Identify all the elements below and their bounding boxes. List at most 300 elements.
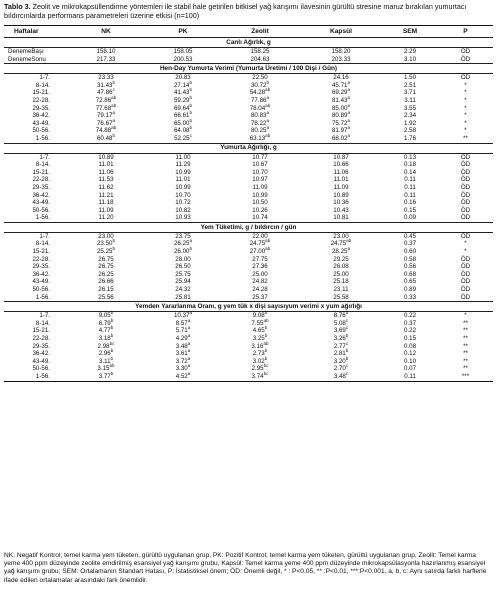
cell-value: 8-14.: [35, 240, 50, 248]
table-row: [4, 199, 493, 207]
cell-week: [4, 335, 66, 343]
cell-pk: [146, 312, 220, 320]
cell-pk: [146, 286, 220, 294]
cell-pk: [146, 154, 220, 162]
cell-value: ÖD: [460, 199, 471, 207]
cell-value: *: [464, 127, 467, 135]
significance-letter: b: [345, 310, 349, 316]
cell-nk: [66, 176, 146, 184]
cell-value: 26.25: [98, 270, 114, 278]
section-title: Canlı Ağırlık, g: [226, 38, 271, 46]
cell-value: 0.14: [403, 168, 417, 176]
cell-value: 26.00: [173, 248, 190, 256]
significance-letter: ab: [263, 340, 269, 346]
cell-value: *: [464, 119, 467, 127]
cell-nk: [66, 248, 146, 256]
cell-nk: [66, 184, 146, 192]
cell-p: [438, 207, 493, 215]
significance-letter: bc: [263, 370, 269, 376]
cell-sem: [382, 248, 438, 256]
cell-kapsul: [300, 327, 382, 335]
table-row: [4, 256, 493, 264]
cell-value: 15-21.: [32, 89, 50, 97]
cell-kapsul: [300, 192, 382, 200]
cell-zeolit: [220, 278, 300, 286]
cell-value: ÖD: [460, 55, 471, 63]
cell-value: 15-21.: [32, 327, 50, 335]
cell-value: 31.43: [96, 81, 113, 89]
cell-value: 10.43: [333, 206, 349, 214]
cell-p: [438, 335, 493, 343]
cell-kapsul: [300, 286, 382, 294]
significance-letter: ab: [111, 125, 117, 131]
cell-zeolit: [220, 332, 300, 343]
cell-p: [438, 184, 493, 192]
cell-value: ÖD: [460, 278, 471, 286]
cell-p: [438, 176, 493, 184]
cell-value: 3.20: [333, 357, 346, 365]
cell-value: 47.86: [97, 89, 113, 97]
cell-value: ÖD: [460, 214, 471, 222]
cell-pk: [146, 365, 220, 373]
cell-kapsul: [300, 263, 382, 271]
significance-letter: b: [112, 238, 116, 244]
cell-nk: [66, 312, 146, 320]
cell-value: 8-14.: [35, 319, 50, 327]
section-title: Hen-Day Yumurta Verimi (Yumurta Üretimi / 100 Dişi / Gün): [159, 64, 338, 72]
cell-week: [4, 263, 66, 271]
significance-letter: a: [347, 87, 351, 93]
table-row: [4, 350, 493, 358]
cell-value: 3.16: [251, 342, 264, 350]
significance-letter: c: [345, 363, 349, 369]
cell-value: 203.33: [331, 55, 351, 63]
cell-value: 78.22: [250, 119, 267, 127]
cell-value: 0.65: [403, 278, 417, 286]
cell-value: 11.53: [98, 176, 114, 184]
cell-value: 1-56.: [35, 134, 50, 142]
cell-value: 26.15: [98, 286, 114, 294]
significance-letter: b: [110, 370, 114, 376]
cell-zeolit: [220, 327, 300, 335]
cell-value: 66.61: [173, 112, 190, 120]
cell-value: 6.79: [98, 319, 111, 327]
cell-value: *: [464, 89, 467, 97]
table-row: [4, 278, 493, 286]
cell-value: 0.11: [404, 176, 416, 184]
cell-value: 200.53: [173, 55, 193, 63]
cell-value: 23.75: [175, 232, 191, 240]
cell-value: 0.37: [403, 240, 417, 248]
cell-kapsul: [300, 370, 382, 381]
cell-nk: [66, 94, 146, 105]
cell-week: [4, 365, 66, 373]
cell-value: 10.70: [252, 168, 268, 176]
cell-value: 3.26: [333, 335, 346, 342]
cell-sem: [382, 240, 438, 248]
cell-value: 3.02: [252, 357, 265, 365]
caption-label: Tablo 3.: [4, 2, 31, 11]
cell-value: 10.89: [98, 153, 114, 161]
cell-sem: [382, 312, 438, 320]
cell-value: 29-35.: [32, 342, 50, 350]
cell-week: [4, 248, 66, 256]
cell-nk: [66, 332, 146, 343]
table-row: [4, 192, 493, 200]
cell-value: 10.72: [175, 199, 191, 207]
cell-value: 25.37: [252, 293, 268, 301]
cell-value: 0.08: [403, 342, 417, 350]
significance-letter: b: [110, 325, 114, 331]
significance-letter: c: [189, 132, 192, 138]
cell-kapsul: [300, 350, 382, 358]
cell-value: 1-7.: [39, 74, 50, 82]
cell-value: ÖD: [460, 191, 471, 199]
cell-value: 25.58: [333, 293, 349, 301]
cell-value: 1.76: [403, 134, 417, 142]
cell-value: 10.26: [252, 206, 268, 214]
cell-week: [4, 320, 66, 328]
significance-letter: b: [112, 246, 116, 251]
cell-zeolit: [220, 214, 300, 222]
cell-value: 24.75: [249, 240, 266, 248]
cell-p: [438, 135, 493, 143]
cell-value: *: [464, 104, 467, 112]
cell-value: 10.77: [252, 153, 268, 161]
cell-week: [4, 135, 66, 143]
significance-letter: b: [264, 310, 268, 316]
cell-value: 24.75: [330, 240, 347, 248]
cell-kapsul: [300, 214, 382, 222]
cell-value: 36-42.: [32, 350, 50, 358]
cell-value: 74.88: [95, 127, 112, 135]
cell-week: [4, 294, 66, 302]
significance-letter: b: [189, 125, 193, 131]
cell-nk: [66, 199, 146, 207]
cell-value: 10.89: [333, 191, 349, 199]
cell-week: [4, 278, 66, 286]
cell-value: 25.94: [175, 278, 191, 286]
significance-letter: a: [347, 132, 351, 138]
cell-p: [438, 320, 493, 328]
cell-nk: [66, 278, 146, 286]
cell-value: 60.48: [96, 134, 113, 142]
cell-week: [4, 240, 66, 248]
cell-value: 10.87: [333, 153, 349, 161]
cell-sem: [382, 184, 438, 192]
cell-value: 10.70: [175, 191, 191, 199]
table-row: [4, 89, 493, 97]
table-row: [4, 365, 493, 373]
cell-value: 2.70: [333, 365, 346, 373]
cell-week: [4, 350, 66, 358]
cell-value: 10.99: [175, 168, 191, 176]
cell-nk: [66, 263, 146, 271]
cell-value: 23.11: [333, 286, 349, 294]
cell-value: 0.10: [403, 357, 417, 365]
cell-value: 29.25: [333, 255, 349, 263]
cell-value: 1-56.: [35, 372, 50, 380]
cell-value: 76.67: [96, 119, 113, 127]
cell-value: 25.25: [96, 248, 113, 256]
table-row: [4, 214, 493, 222]
cell-zeolit: [220, 94, 300, 105]
cell-p: [438, 365, 493, 373]
cell-value: 36-42.: [32, 191, 50, 199]
cell-zeolit: [220, 192, 300, 200]
cell-value: 24.28: [252, 286, 268, 294]
cell-value: 25.00: [333, 270, 349, 278]
cell-value: 23.33: [98, 74, 114, 82]
significance-letter: b: [112, 79, 116, 85]
significance-letter: b: [264, 332, 268, 338]
cell-value: 25.75: [175, 270, 191, 278]
significance-letter: ab: [265, 132, 271, 138]
cell-nk: [66, 256, 146, 264]
cell-kapsul: [300, 278, 382, 286]
section-title: Yumurta Ağırlığı, g: [220, 144, 277, 152]
cell-value: 11.00: [175, 153, 191, 161]
cell-pk: [146, 332, 220, 343]
cell-pk: [146, 192, 220, 200]
cell-nk: [66, 192, 146, 200]
cell-value: 25.81: [175, 293, 191, 301]
cell-value: 25.00: [252, 270, 268, 278]
cell-nk: [66, 127, 146, 135]
cell-week: [4, 48, 66, 56]
significance-letter: b: [345, 355, 349, 361]
cell-value: 10.50: [252, 199, 268, 207]
significance-letter: a: [187, 348, 191, 354]
cell-zeolit: [220, 176, 300, 184]
significance-letter: a: [266, 117, 270, 123]
cell-value: 80.25: [250, 127, 267, 135]
significance-letter: ab: [111, 102, 117, 108]
significance-letter: c: [345, 370, 349, 376]
cell-value: 50-56.: [32, 127, 50, 135]
cell-kapsul: [300, 271, 382, 279]
cell-week: [4, 176, 66, 184]
cell-value: 69.29: [331, 89, 348, 97]
significance-letter: bc: [109, 340, 115, 346]
cell-value: 27.36: [252, 263, 268, 271]
cell-value: 22.50: [252, 74, 268, 82]
cell-nk: [66, 161, 146, 169]
cell-nk: [66, 214, 146, 222]
cell-value: 10.74: [252, 214, 268, 222]
header-nk: NK: [101, 27, 111, 35]
cell-p: [438, 74, 493, 82]
cell-value: 10.67: [252, 161, 268, 169]
significance-letter: ab: [265, 102, 271, 108]
cell-pk: [146, 74, 220, 82]
table-footnote: NK: Negatif Kontrol; temel karma yem tüketen, gürültü uygulanan grup, PK: Pozitif Kontrol; temel karma yem tüketen, gürültü uygulanan grup, Zeolit: Temel karma yeme 400 ppm düzeyinde zeolite emdirilmiş esansiyel yağ karışımı grubu, Kapsül: Temel karma yeme 400 ppm düzeyinde mikrokapsülasyonla hazırlanmış esansiyel yağ karışımı grubu; SEM: Ortalamanın Standart Hatası, P: İstatistiksel önem; ÖD: Önemli değil, * : P<0.05, ** :P<0.01, ***:P<0.001, a, b, c: Aynı satırda farklı harflerle ifade edilen ortalamalar arasındaki fark önemlidir.: [4, 552, 487, 584]
header-p: P: [463, 27, 468, 35]
cell-week: [4, 161, 66, 169]
significance-letter: a: [187, 332, 191, 338]
cell-value: 2.73: [252, 350, 265, 358]
cell-value: 3.55: [403, 104, 417, 112]
cell-zeolit: [220, 89, 300, 97]
cell-kapsul: [300, 240, 382, 248]
cell-kapsul: [300, 94, 382, 105]
cell-value: 8-14.: [35, 81, 50, 89]
cell-pk: [146, 240, 220, 248]
cell-value: 1-7.: [39, 232, 50, 240]
cell-value: 26.75: [98, 263, 114, 271]
cell-value: 41.43: [173, 89, 190, 97]
cell-value: ***: [461, 372, 470, 380]
cell-sem: [382, 169, 438, 177]
cell-week: [4, 343, 66, 351]
cell-value: 23.00: [98, 232, 114, 240]
cell-nk: [66, 89, 146, 97]
header-kapsul: Kapsül: [330, 27, 352, 35]
cell-value: 26.66: [98, 278, 114, 286]
significance-letter: b: [345, 332, 349, 338]
cell-week: [4, 89, 66, 97]
cell-zeolit: [220, 370, 300, 381]
significance-letter: c: [345, 317, 349, 323]
cell-zeolit: [220, 132, 300, 143]
cell-kapsul: [300, 48, 382, 56]
cell-value: 24.82: [252, 278, 268, 286]
cell-value: 36-42.: [32, 270, 50, 278]
cell-sem: [382, 286, 438, 294]
significance-letter: bc: [263, 363, 269, 369]
cell-value: **: [463, 335, 468, 342]
caption-text: Zeolit ve mikrokapsüllendirme yöntemleri ile stabil hale getirilen bitkisel yağ karışımı ilavesinin gürültü stresine maruz bırakılan yumurtacı bıldırcınlarda performans parametreleri üzerine etkisi (n=100): [4, 2, 467, 20]
table-row: [4, 271, 493, 279]
cell-kapsul: [300, 89, 382, 97]
cell-value: 11.01: [98, 161, 114, 169]
cell-value: 2.98: [97, 342, 110, 350]
header-zeolit: Zeolit: [251, 27, 269, 35]
cell-sem: [382, 294, 438, 302]
cell-sem: [382, 278, 438, 286]
cell-value: ÖD: [460, 255, 471, 263]
cell-value: **: [463, 327, 468, 335]
cell-week: [4, 169, 66, 177]
cell-zeolit: [220, 286, 300, 294]
table-row: [4, 112, 493, 120]
significance-letter: b: [189, 94, 193, 100]
cell-p: [438, 214, 493, 222]
table-row: [4, 312, 493, 320]
cell-p: [438, 248, 493, 256]
cell-p: [438, 286, 493, 294]
table-row: [4, 332, 493, 343]
cell-value: 3.11: [98, 357, 111, 365]
cell-sem: [382, 207, 438, 215]
cell-value: 50-56.: [32, 286, 50, 294]
cell-nk: [66, 48, 146, 56]
cell-value: 0.56: [403, 263, 417, 271]
cell-kapsul: [300, 184, 382, 192]
cell-sem: [382, 335, 438, 343]
cell-value: 5.08: [333, 319, 346, 327]
cell-value: 59.29: [173, 96, 190, 104]
header-pk: PK: [178, 27, 188, 35]
cell-value: 2.77: [333, 342, 346, 350]
cell-pk: [146, 56, 220, 64]
cell-value: 0.58: [403, 255, 417, 263]
cell-pk: [146, 132, 220, 143]
cell-value: 80.83: [250, 112, 267, 120]
cell-value: *: [464, 81, 467, 89]
cell-week: [4, 82, 66, 90]
cell-week: [4, 233, 66, 241]
cell-sem: [382, 154, 438, 162]
cell-value: **: [463, 365, 468, 373]
cell-value: 65.00: [173, 119, 190, 127]
cell-value: 0.15: [403, 335, 417, 342]
significance-letter: a: [187, 340, 191, 346]
cell-value: 3.11: [404, 96, 416, 104]
significance-letter: c: [112, 87, 115, 93]
cell-sem: [382, 263, 438, 271]
cell-zeolit: [220, 127, 300, 135]
cell-zeolit: [220, 350, 300, 358]
cell-value: 158.25: [250, 48, 270, 55]
cell-value: 4.29: [175, 335, 188, 342]
cell-value: 0.37: [403, 319, 417, 327]
cell-value: 10.82: [175, 206, 191, 214]
cell-pk: [146, 248, 220, 256]
significance-letter: a: [112, 110, 116, 116]
table-row: [4, 127, 493, 135]
cell-value: 3.25: [252, 335, 265, 342]
cell-value: 9.08: [252, 312, 265, 320]
table-row: [4, 240, 493, 248]
cell-value: 2.81: [333, 350, 346, 358]
cell-value: 11.21: [98, 191, 114, 199]
cell-value: 11.62: [98, 183, 114, 191]
cell-value: 43-49.: [32, 357, 50, 365]
significance-letter: ab: [111, 94, 117, 100]
significance-letter: c: [345, 325, 349, 331]
cell-value: 0.22: [403, 312, 417, 320]
cell-kapsul: [300, 312, 382, 320]
table-row: [4, 176, 493, 184]
significance-letter: a: [347, 102, 351, 108]
cell-nk: [66, 370, 146, 381]
table-caption: [4, 2, 493, 20]
cell-value: 22-28.: [32, 255, 50, 263]
cell-pk: [146, 294, 220, 302]
cell-value: 26.75: [98, 255, 114, 263]
significance-letter: a: [347, 94, 351, 100]
cell-nk: [66, 169, 146, 177]
cell-p: [438, 256, 493, 264]
cell-zeolit: [220, 56, 300, 64]
cell-value: 24.32: [175, 286, 191, 294]
significance-letter: ab: [109, 363, 115, 369]
cell-value: 2.51: [403, 81, 417, 89]
significance-letter: a: [189, 310, 193, 316]
cell-kapsul: [300, 127, 382, 135]
cell-value: 27.14: [173, 81, 190, 89]
cell-value: **: [463, 319, 468, 327]
cell-value: 0.11: [404, 372, 416, 380]
cell-value: 26.25: [173, 240, 190, 248]
cell-pk: [146, 327, 220, 335]
performance-table: [4, 25, 493, 382]
cell-value: 29-35.: [32, 263, 50, 271]
header-haftalar: Haftalar: [14, 27, 39, 35]
cell-zeolit: [220, 294, 300, 302]
cell-pk: [146, 199, 220, 207]
